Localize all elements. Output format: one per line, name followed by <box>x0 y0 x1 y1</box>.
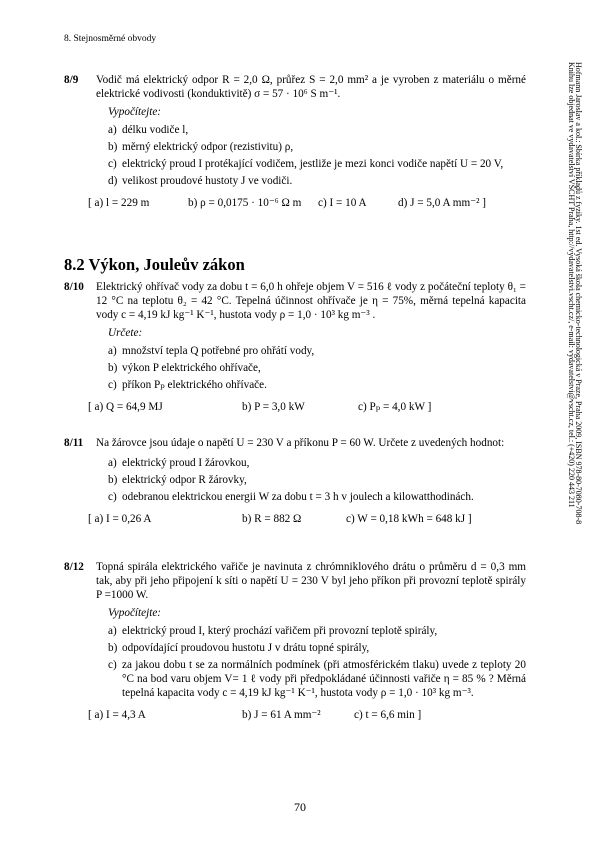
item-text: za jakou dobu t se za normálních podmínek (při atmosférickém tlaku) uvede z teploty 20 °C na bod varu objem V= 1 ℓ vody při předpokládané účinnosti vařiče η = 85 % ? Měrná tepelná kapacita vody c = 4,19 kJ kg⁻¹ K⁻¹, hustota vody ρ = 1,0 · 10³ kg m⁻³. <box>122 659 526 699</box>
item-text: délku vodiče l, <box>122 124 189 136</box>
problem-item <box>108 174 526 188</box>
problem-item <box>108 123 526 137</box>
answer: [ a) Q = 64,9 MJ <box>88 401 163 413</box>
problem-text: Topná spirála elektrického vařiče je navinuta z chrómniklového drátu o průměru d = 0,3 mm tak, aby při jeho připojení k síti o napětí U = 230 V byl jeho příkon při provozní teplotě spirály P =1000 W. <box>96 561 526 601</box>
answer-line <box>88 708 526 724</box>
item-text: odebranou elektrickou energii W za dobu t = 3 h v joulech a kilowatthodinách. <box>122 491 474 503</box>
item-label: c) <box>108 659 117 671</box>
item-text: elektrický proud I protékající vodičem, jestliže je mezi konci vodiče napětí U = 20 V, <box>122 158 504 170</box>
item-label: b) <box>108 642 118 654</box>
item-label: b) <box>108 141 118 153</box>
answer: [ a) I = 4,3 A <box>88 709 146 721</box>
answer: b) J = 61 A mm⁻² <box>242 709 321 721</box>
answer-line <box>88 196 526 212</box>
item-text: elektrický proud I, který prochází vařičem při provozní teplotě spirály, <box>122 625 438 637</box>
problem-item <box>108 658 526 700</box>
answer: b) R = 882 Ω <box>242 513 302 525</box>
item-text: výkon P elektrického ohřívače, <box>122 362 261 374</box>
problem-number: 8/10 <box>64 281 84 293</box>
problem-text: Na žárovce jsou údaje o napětí U = 230 V a příkonu P = 60 W. Určete z uvedených hodnot: <box>96 437 505 449</box>
problem-number: 8/9 <box>64 74 79 86</box>
item-label: c) <box>108 491 117 503</box>
item-text: odpovídající proudovou hustotu J v drátu topné spirály, <box>122 642 370 654</box>
problem-item <box>108 490 526 504</box>
problem-8-9 <box>64 73 526 212</box>
section-title: 8.2 Výkon, Jouleův zákon <box>64 255 245 274</box>
problem-item <box>108 624 526 638</box>
problem-text: Vodič má elektrický odpor R = 2,0 Ω, průřez S = 2,0 mm² a je vyroben z materiálu o měrné elektrické vodivosti (konduktivitě) σ = 57 · 10⁶ S m⁻¹. <box>96 74 526 100</box>
chapter-header: 8. Stejnosměrné obvody <box>64 34 157 44</box>
problem-item <box>108 140 526 154</box>
problem-text: Elektrický ohřívač vody za dobu t = 6,0 h ohřeje objem V = 516 ℓ vody z počáteční teploty θ₁ = 12 °C na teplotu θ₂ = 42 °C. Tepelná účinnost ohřívače je η = 75%, měrná tepelná kapacita vody c = 4,19 kJ kg⁻¹ K⁻¹, hustota vody ρ = 1,0 · 10³ kg m⁻³ . <box>96 281 526 321</box>
problem-8-11 <box>64 436 526 528</box>
problem-number: 8/12 <box>64 561 84 573</box>
problem-item <box>108 157 526 171</box>
answer: [ a) I = 0,26 A <box>88 513 152 525</box>
page-number: 70 <box>294 800 306 814</box>
answer: b) P = 3,0 kW <box>242 401 305 413</box>
answer: b) ρ = 0,0175 · 10⁻⁶ Ω m <box>188 197 302 209</box>
problem-number: 8/11 <box>64 437 84 449</box>
problem-item <box>108 473 526 487</box>
item-label: b) <box>108 362 118 374</box>
problem-8-12 <box>64 560 526 724</box>
problem-instruction: Určete: <box>108 327 143 339</box>
answer-line <box>88 400 526 416</box>
problem-instruction: Vypočítejte: <box>108 607 162 619</box>
problem-item <box>108 641 526 655</box>
problem-item <box>108 378 526 392</box>
answer: [ a) l = 229 m <box>88 197 150 209</box>
item-label: a) <box>108 124 117 136</box>
answer: d) J = 5,0 A mm⁻² ] <box>398 197 486 209</box>
item-label: c) <box>108 379 117 391</box>
answer-line <box>88 512 526 528</box>
item-label: a) <box>108 625 117 637</box>
item-label: c) <box>108 158 117 170</box>
item-text: velikost proudové hustoty J ve vodiči. <box>122 175 293 187</box>
item-label: d) <box>108 175 118 187</box>
answer: c) Pₚ = 4,0 kW ] <box>358 401 432 413</box>
problem-item <box>108 344 526 358</box>
answer: c) t = 6,6 min ] <box>354 709 422 721</box>
citation-line: Knihu lze objednat ve vydavatelství VŠCHT Praha, http://vydavatelstvi.vscht.cz/, e-mail: vydavatelstvi@vscht.cz, tel.: (+420) 220 443 211 <box>567 62 576 508</box>
problem-8-10 <box>64 280 526 416</box>
item-label: a) <box>108 457 117 469</box>
sidebar-citation <box>568 62 582 582</box>
item-label: b) <box>108 474 118 486</box>
answer: c) I = 10 A <box>318 197 367 209</box>
item-text: elektrický proud I žárovkou, <box>122 457 250 469</box>
citation-line: Hofmann Jaroslav a kol.: Sbírka příkladů z fyziky. 1st ed. Vysoká škola chemicko-technologická v Praze, Praha 2009, ISBN 978-80-7080-708-8 <box>574 62 583 525</box>
item-text: měrný elektrický odpor (rezistivitu) ρ, <box>122 141 294 153</box>
problem-instruction: Vypočítejte: <box>108 106 162 118</box>
problem-item <box>108 361 526 375</box>
item-text: množství tepla Q potřebné pro ohřátí vody, <box>122 345 315 357</box>
answer: c) W = 0,18 kWh = 648 kJ ] <box>346 513 472 525</box>
item-label: a) <box>108 345 117 357</box>
problem-item <box>108 456 526 470</box>
item-text: příkon Pₚ elektrického ohřívače. <box>122 379 267 391</box>
item-text: elektrický odpor R žárovky, <box>122 474 247 486</box>
